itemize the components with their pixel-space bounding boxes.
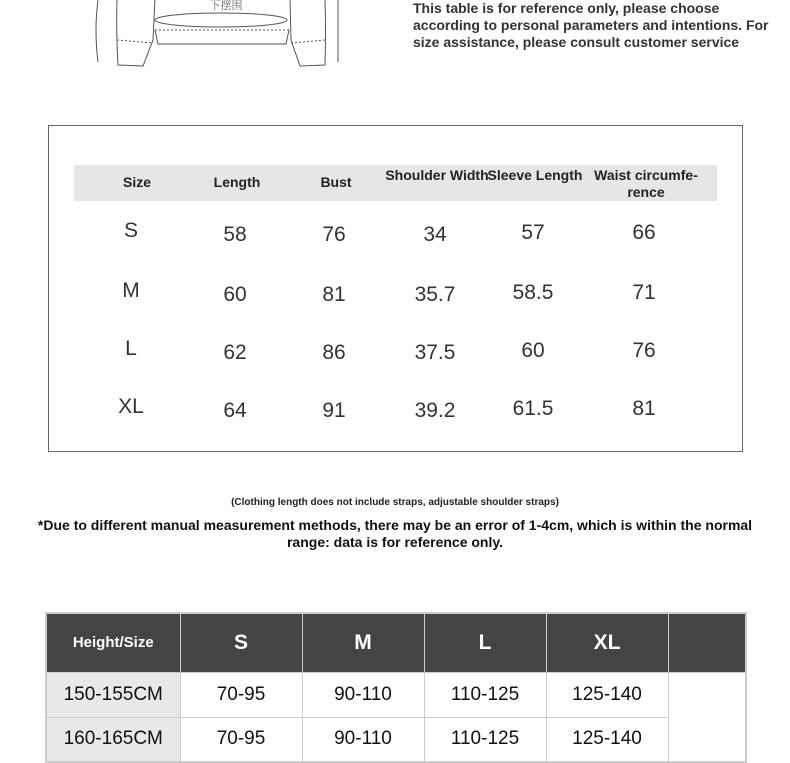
- table-cell: 37.5: [414, 341, 456, 364]
- table-cell: 90-110: [302, 672, 424, 717]
- disclaimer: *Due to different manual measurement methods, there may be an error of 1-4cm, which is within the normal range: data is for reference only.: [37, 517, 753, 550]
- column-header: Length: [213, 174, 261, 190]
- table-cell: 76: [632, 339, 656, 362]
- header-cell: XL: [546, 613, 668, 672]
- row-header: 160-165CM: [46, 717, 180, 762]
- table-cell: 34: [423, 223, 447, 246]
- table-cell: 91: [322, 399, 346, 422]
- table-cell: 81: [632, 397, 656, 420]
- header-cell: S: [180, 613, 302, 672]
- height-table-header: [46, 613, 746, 672]
- table-cell: 110-125: [424, 672, 546, 717]
- table-cell: 39.2: [414, 399, 456, 422]
- table-cell: 71: [632, 281, 656, 304]
- table-row: [46, 672, 746, 717]
- table-cell: 64: [223, 399, 247, 422]
- column-header: Bust: [320, 174, 352, 190]
- caption: (Clothing length does not include straps, adjustable shoulder straps): [231, 497, 559, 508]
- table-cell: 70-95: [180, 672, 302, 717]
- table-cell: 86: [322, 341, 346, 364]
- size-label: S: [123, 219, 138, 242]
- header-cell: Height/Size: [46, 613, 180, 672]
- column-header: Sleeve Length: [487, 167, 583, 183]
- table-cell: [668, 672, 746, 762]
- reference-note: This table is for reference only, please choose according to personal parameters and intentions. For size assistance, please consult customer service: [413, 0, 769, 50]
- table-cell: 125-140: [546, 717, 668, 762]
- table-cell: 70-95: [180, 717, 302, 762]
- table-cell: 81: [322, 283, 346, 306]
- table-cell: 60: [223, 283, 247, 306]
- table-row: [46, 717, 746, 762]
- column-header: Size: [122, 174, 151, 190]
- table-cell: 110-125: [424, 717, 546, 762]
- table-cell: 58.5: [512, 281, 554, 304]
- table-cell: 60: [521, 339, 545, 362]
- table-cell: 57: [521, 221, 545, 244]
- header-cell: L: [424, 613, 546, 672]
- size-label: M: [122, 279, 140, 302]
- table-cell: 66: [632, 221, 656, 244]
- table-cell: 90-110: [302, 717, 424, 762]
- diagram-label: 下摆围: [209, 0, 243, 12]
- header-cell: [668, 613, 746, 672]
- header-cell: M: [302, 613, 424, 672]
- table-cell: 125-140: [546, 672, 668, 717]
- table-cell: 61.5: [512, 397, 554, 420]
- table-cell: 58: [223, 223, 247, 246]
- table-cell: 35.7: [414, 283, 456, 306]
- size-label: XL: [118, 395, 144, 418]
- column-header: Waist circumfe- rence: [594, 167, 698, 200]
- column-header: Shoulder Width: [385, 167, 489, 183]
- table-cell: 76: [322, 223, 346, 246]
- table-cell: 62: [223, 341, 247, 364]
- row-header: 150-155CM: [46, 672, 180, 717]
- size-label: L: [125, 337, 137, 360]
- height-size-table: [45, 612, 747, 763]
